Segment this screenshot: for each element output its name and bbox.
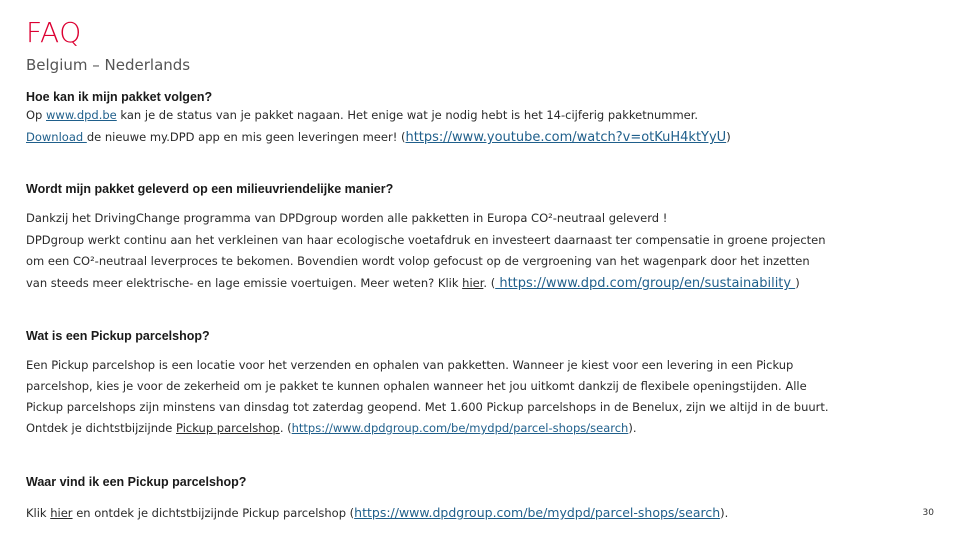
youtube-link[interactable]: https://www.youtube.com/watch?v=otKuH4ktYyU [405,130,727,145]
faq-question-sustainability: Wordt mijn pakket geleverd op een milieuvriendelijke manier? [26,182,394,196]
text: . ( [279,421,292,435]
text: ) [726,130,731,144]
parcelshop-search-link[interactable]: https://www.dpdgroup.com/be/mydpd/parcel-shops/search [291,421,629,435]
faq-answer-pickup-line4 [26,418,941,439]
faq-question-find-pickup: Waar vind ik een Pickup parcelshop? [26,475,247,489]
text: Klik [26,506,51,520]
pickup-parcelshop-link[interactable]: Pickup parcelshop [176,421,280,435]
faq-answer-pickup-line1: Een Pickup parcelshop is een locatie voor het verzenden en ophalen van pakketten. Wanneer je kiest voor een levering in een Pickup [26,358,794,372]
text: van steeds meer elektrische- en lage emissie voertuigen. Meer weten? Klik [26,276,463,290]
faq-question-tracking: Hoe kan ik mijn pakket volgen? [26,90,213,104]
download-app-link[interactable]: Download [26,130,87,144]
text: . ( [483,276,496,290]
faq-answer-find-pickup-line1 [26,502,906,524]
text: ). [628,421,637,435]
text: de nieuwe my.DPD app en mis geen leveringen meer! ( [86,130,406,144]
text: en ontdek je dichtstbijzijnde Pickup parcelshop ( [72,506,355,520]
faq-question-pickup: Wat is een Pickup parcelshop? [26,329,210,343]
faq-answer-sustainability-line3: om een CO²-neutraal leverproces te bekomen. Bovendien wordt volop gefocust op de vergroening van het wagenpark door het inzetten [26,254,810,268]
dpd-website-link[interactable]: www.dpd.be [46,108,117,122]
sustainability-here-link[interactable]: hier [462,276,484,290]
page-title: FAQ [26,16,82,49]
faq-answer-tracking-line1 [26,105,941,126]
find-parcelshop-search-link[interactable]: https://www.dpdgroup.com/be/mydpd/parcel-shops/search [354,505,721,520]
text: Ontdek je dichtstbijzijnde [26,421,177,435]
faq-answer-sustainability-line2: DPDgroup werkt continu aan het verkleinen van haar ecologische voetafdruk en investeert daarnaast ter compensatie in groene projecten [26,233,826,247]
faq-answer-pickup-line2: parcelshop, kies je voor de zekerheid om je pakket te kunnen ophalen wanneer het jou uitkomt dankzij de flexibele openingstijden. Alle [26,379,807,393]
faq-answer-sustainability-line1: Dankzij het DrivingChange programma van DPDgroup worden alle pakketten in Europa CO²-neutraal geleverd ! [26,211,668,225]
faq-answer-pickup-line3: Pickup parcelshops zijn minstens van dinsdag tot zaterdag geopend. Met 1.600 Pickup parcelshops in de Benelux, zijn we altijd in de buurt. [26,400,829,414]
sustainability-url-link[interactable]: https://www.dpd.com/group/en/sustainability [495,276,796,291]
page-subtitle: Belgium – Nederlands [26,56,191,74]
faq-answer-tracking-line2 [26,127,941,148]
find-pickup-here-link[interactable]: hier [50,506,73,520]
text: ). [720,506,729,520]
faq-answer-sustainability-line4 [26,273,941,294]
page-number: 30 [922,508,934,518]
text: kan je de status van je pakket nagaan. Het enige wat je nodig hebt is het 14-cijferig pakketnummer. [116,108,699,122]
text: ) [795,276,800,290]
text: Op [26,108,47,122]
